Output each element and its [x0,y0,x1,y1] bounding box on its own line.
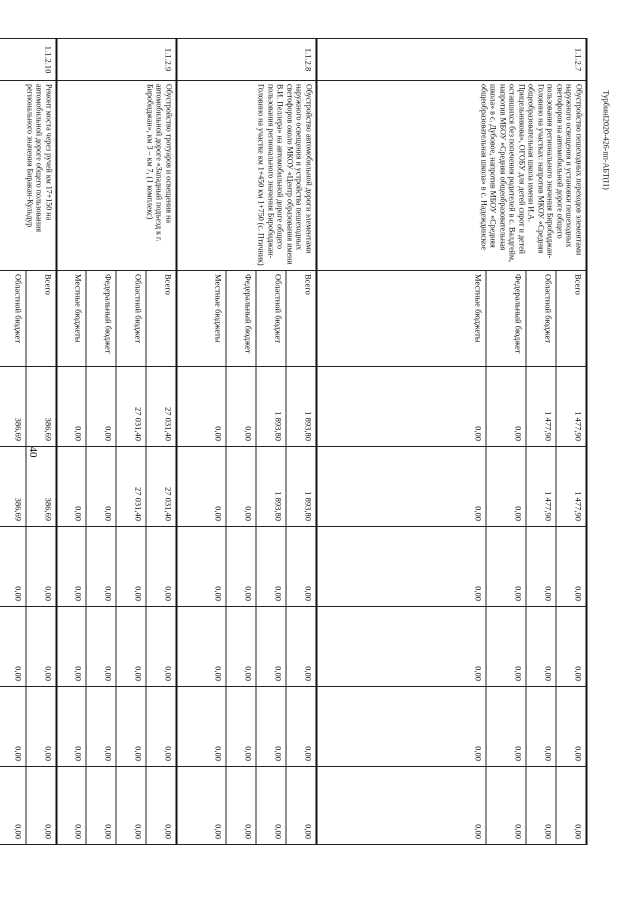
amount-cell: 0,00 [0,767,27,845]
amount-cell: 386,69 [0,367,27,447]
funding-source: Федеральный бюджет [227,271,257,367]
amount-cell: 0,00 [0,687,27,767]
section-name: Обустройство тротуаров и освещения на автомобильной дороге «Западный подъезд к г. Биробиджан», км 3 – км 7, (1 комплекс) [57,81,177,271]
amount-cell: 0,00 [317,687,487,767]
amount-cell: 0,00 [557,767,587,845]
funding-source: Местные бюджеты [317,271,487,367]
amount-cell: 0,00 [27,767,57,845]
funding-source: Областной бюджет [527,271,557,367]
amount-cell: 0,00 [177,687,227,767]
amount-cell: 0,00 [87,607,117,687]
funding-source: Всего [147,271,177,367]
amount-cell: 0,00 [527,607,557,687]
amount-cell: 0,00 [527,687,557,767]
amount-cell: 0,00 [227,687,257,767]
amount-cell: 0,00 [87,527,117,607]
amount-cell: 0,00 [557,527,587,607]
funding-source: Федеральный бюджет [87,271,117,367]
amount-cell: 0,00 [0,607,27,687]
amount-cell: 0,00 [257,527,287,607]
amount-cell: 0,00 [27,607,57,687]
amount-cell: 0,00 [257,607,287,687]
amount-cell: 0,00 [57,687,87,767]
amount-cell: 0,00 [147,607,177,687]
amount-cell: 0,00 [27,687,57,767]
amount-cell: 0,00 [147,527,177,607]
amount-cell: 0,00 [117,687,147,767]
amount-cell: 0,00 [487,767,527,845]
table-row [557,39,587,845]
amount-cell: 0,00 [57,527,87,607]
amount-cell: 0,00 [87,367,117,447]
amount-cell: 0,00 [87,447,117,527]
amount-cell: 0,00 [317,607,487,687]
amount-cell: 0,00 [317,767,487,845]
amount-cell: 0,00 [287,527,317,607]
funding-source: Областной бюджет [117,271,147,367]
page-number: 40 [27,446,39,458]
amount-cell: 1 477,90 [527,447,557,527]
amount-cell: 0,00 [287,767,317,845]
amount-cell: 1 893,80 [257,447,287,527]
amount-cell: 0,00 [117,607,147,687]
funding-source: Областной бюджет [257,271,287,367]
section-name: Обустройство пешеходных переходов элементами наружного освещения и установки пешеходных светофоров на автомобильной дороге общего пользования регионального значения Биробиджан-Головино на участках: напротив МКОУ «Средняя общеобразовательная школа имени И.А. Прицельникова», ОГОБУ для детей сирот и детей оставшихся без попечения родителей в с. Валдгейм, напротив МБОУ «Средняя общеобразовательная школа» в с. Дубовое, напротив МБОУ «Средняя общеобразовательная школа» в с. Надеждинское [317,81,587,271]
amount-cell: 0,00 [177,607,227,687]
amount-cell: 0,00 [57,767,87,845]
amount-cell: 0,00 [87,687,117,767]
amount-cell: 0,00 [487,447,527,527]
amount-cell: 27 031,40 [147,447,177,527]
amount-cell: 1 477,90 [557,367,587,447]
amount-cell: 0,00 [177,447,227,527]
amount-cell: 0,00 [227,527,257,607]
amount-cell: 0,00 [117,527,147,607]
section-code: 1.1.2.10 [0,39,57,81]
amount-cell: 0,00 [147,767,177,845]
amount-cell: 0,00 [287,687,317,767]
section-code: 1.1.2.9 [57,39,177,81]
amount-cell: 386,69 [0,447,27,527]
funding-source: Всего [287,271,317,367]
amount-cell: 0,00 [487,607,527,687]
section-name: Обустройство автомобильной дороги элементами наружного освещения и устройства пешеходных светофоров около МКОУ «Центр образования имени В.И. Пеллера» на автомобильной дороге общего пользования регионального значения Биробиджан-Головино на участке км 1+450 км 1+750 (с. Птичник) [177,81,317,271]
amount-cell: 386,69 [27,367,57,447]
amount-cell: 0,00 [557,607,587,687]
amount-cell: 1 893,80 [287,447,317,527]
amount-cell: 0,00 [27,527,57,607]
funding-source: Местные бюджеты [177,271,227,367]
amount-cell: 0,00 [527,527,557,607]
amount-cell: 0,00 [0,527,27,607]
amount-cell: 0,00 [317,367,487,447]
amount-cell: 0,00 [87,767,117,845]
amount-cell: 0,00 [527,767,557,845]
amount-cell: 0,00 [177,767,227,845]
section-name: Ремонт моста через ручей км 17+150 на автомобильной дороге общего пользования регионального значения Биракан-Кульдур [0,81,57,271]
table-row [287,39,317,845]
amount-cell: 0,00 [117,767,147,845]
table-row [147,39,177,845]
funding-source: Областной бюджет [0,271,27,367]
amount-cell: 0,00 [57,607,87,687]
amount-cell: 0,00 [257,687,287,767]
table-body [0,39,587,845]
amount-cell: 386,69 [27,447,57,527]
section-code: 1.1.2.8 [177,39,317,81]
amount-cell: 0,00 [487,367,527,447]
table-row [27,39,57,845]
amount-cell: 0,00 [257,767,287,845]
rotated-table-wrapper [14,38,588,844]
amount-cell: 0,00 [557,687,587,767]
budget-table [0,38,588,845]
amount-cell: 0,00 [287,607,317,687]
amount-cell: 27 031,40 [117,367,147,447]
amount-cell: 27 031,40 [117,447,147,527]
funding-source: Федеральный бюджет [487,271,527,367]
amount-cell: 0,00 [177,367,227,447]
amount-cell: 0,00 [487,527,527,607]
amount-cell: 0,00 [177,527,227,607]
amount-cell: 0,00 [227,367,257,447]
amount-cell: 0,00 [487,687,527,767]
amount-cell: 0,00 [57,447,87,527]
amount-cell: 0,00 [317,527,487,607]
amount-cell: 1 893,80 [287,367,317,447]
funding-source: Всего [557,271,587,367]
amount-cell: 0,00 [227,767,257,845]
funding-source: Всего [27,271,57,367]
amount-cell: 1 893,80 [257,367,287,447]
amount-cell: 1 477,90 [527,367,557,447]
amount-cell: 0,00 [227,447,257,527]
funding-source: Местные бюджеты [57,271,87,367]
amount-cell: 0,00 [147,687,177,767]
amount-cell: 27 031,40 [147,367,177,447]
amount-cell: 0,00 [57,367,87,447]
amount-cell: 0,00 [317,447,487,527]
document-code: ТурбинI2020-426-пп-АБТ(I1) [601,90,611,190]
amount-cell: 1 477,90 [557,447,587,527]
amount-cell: 0,00 [227,607,257,687]
section-code: 1.1.2.7 [317,39,587,81]
